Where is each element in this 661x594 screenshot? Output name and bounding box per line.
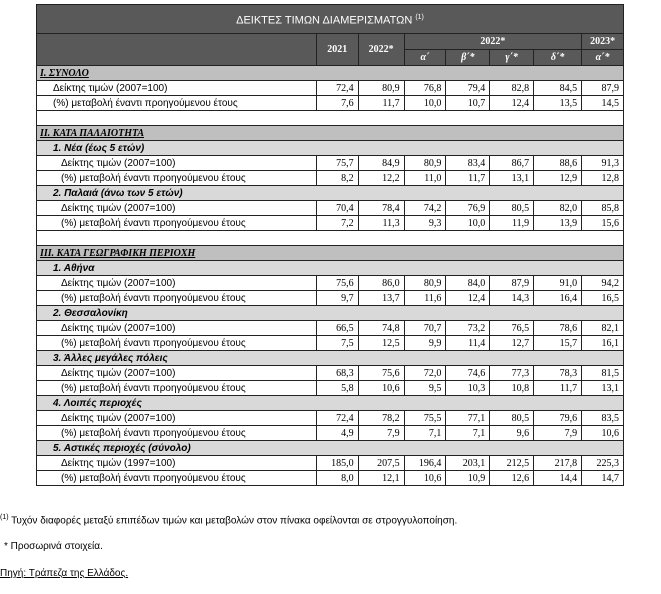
table-row bbox=[37, 96, 624, 111]
table-cell: 86,7 bbox=[490, 156, 534, 171]
table-cell: 11,7 bbox=[358, 96, 404, 111]
row-label: Δείκτης τιμών (1997=100) bbox=[37, 456, 317, 471]
table-cell: 78,3 bbox=[534, 366, 582, 381]
table-cell: 84,9 bbox=[358, 156, 404, 171]
table-cell: 94,2 bbox=[582, 276, 624, 291]
table-cell: 74,8 bbox=[358, 321, 404, 336]
subgroup-row-other-areas bbox=[37, 396, 624, 411]
table-cell: 10,9 bbox=[446, 471, 490, 486]
table-row bbox=[37, 456, 624, 471]
table-cell: 83,4 bbox=[446, 156, 490, 171]
row-label: Δείκτης τιμών (2007=100) bbox=[37, 411, 317, 426]
section-age bbox=[37, 126, 624, 141]
table-row bbox=[37, 426, 624, 441]
table-cell: 84,5 bbox=[534, 81, 582, 96]
section-age-label: II. ΚΑΤΑ ΠΑΛΑΙΟΤΗΤΑ bbox=[40, 127, 145, 139]
table-cell: 78,4 bbox=[358, 201, 404, 216]
table-cell: 7,9 bbox=[534, 426, 582, 441]
table-row bbox=[37, 276, 624, 291]
price-index-table bbox=[36, 4, 624, 486]
table-cell: 85,8 bbox=[582, 201, 624, 216]
table-row bbox=[37, 291, 624, 306]
table-cell: 217,8 bbox=[534, 456, 582, 471]
subgroup-urban: 5. Αστικές περιοχές (σύνολο) bbox=[37, 441, 624, 456]
table-cell: 12,6 bbox=[490, 471, 534, 486]
table-cell: 75,6 bbox=[358, 366, 404, 381]
price-index-sheet bbox=[36, 4, 630, 486]
table-cell: 9,5 bbox=[404, 381, 446, 396]
title-footnote-mark: (1) bbox=[415, 13, 424, 21]
table-cell: 10,0 bbox=[446, 216, 490, 231]
spacer-row bbox=[37, 231, 624, 246]
row-label: (%) μεταβολή έναντι προηγούμενου έτους bbox=[37, 426, 317, 441]
table-cell: 8,2 bbox=[316, 171, 358, 186]
table-cell: 80,9 bbox=[404, 156, 446, 171]
header-q4: δ΄* bbox=[534, 50, 582, 66]
footnote-rounding-text: Τυχόν διαφορές μεταξύ επιπέδων τιμών και μεταβολών στον πίνακα οφείλονται σε στρογγυλοποίηση. bbox=[11, 515, 458, 527]
table-cell: 81,5 bbox=[582, 366, 624, 381]
subgroup-row-thessaloniki bbox=[37, 306, 624, 321]
row-label: (%) μεταβολή έναντι προηγούμενου έτους bbox=[37, 216, 317, 231]
table-cell: 207,5 bbox=[358, 456, 404, 471]
table-cell: 87,9 bbox=[582, 81, 624, 96]
table-cell: 10,8 bbox=[490, 381, 534, 396]
table-row bbox=[37, 81, 624, 96]
spacer-cell bbox=[37, 111, 624, 126]
table-cell: 11,3 bbox=[358, 216, 404, 231]
header-2023: 2023* bbox=[582, 34, 624, 50]
table-cell: 74,2 bbox=[404, 201, 446, 216]
table-cell: 15,7 bbox=[534, 336, 582, 351]
table-cell: 12,4 bbox=[490, 96, 534, 111]
table-cell: 11,0 bbox=[404, 171, 446, 186]
table-cell: 86,0 bbox=[358, 276, 404, 291]
table-cell: 75,6 bbox=[316, 276, 358, 291]
table-cell: 11,7 bbox=[534, 381, 582, 396]
table-cell: 13,7 bbox=[358, 291, 404, 306]
table-cell: 5,8 bbox=[316, 381, 358, 396]
table-row bbox=[37, 216, 624, 231]
table-cell: 9,3 bbox=[404, 216, 446, 231]
table-cell: 80,9 bbox=[358, 81, 404, 96]
table-cell: 10,6 bbox=[358, 381, 404, 396]
table-cell: 91,3 bbox=[582, 156, 624, 171]
table-cell: 12,5 bbox=[358, 336, 404, 351]
footnote-rounding bbox=[0, 514, 457, 526]
table-cell: 11,7 bbox=[446, 171, 490, 186]
header-2022-quarters: 2022* bbox=[404, 34, 582, 50]
table-cell: 12,2 bbox=[358, 171, 404, 186]
header-row-1 bbox=[37, 34, 624, 50]
table-cell: 80,9 bbox=[404, 276, 446, 291]
table-cell: 87,9 bbox=[490, 276, 534, 291]
header-q1-2023: α΄* bbox=[582, 50, 624, 66]
table-cell: 185,0 bbox=[316, 456, 358, 471]
footnote-provisional: * Προσωρινά στοιχεία. bbox=[4, 541, 103, 552]
header-blank bbox=[37, 34, 317, 66]
subgroup-row-new bbox=[37, 141, 624, 156]
table-cell: 73,2 bbox=[446, 321, 490, 336]
table-cell: 10,7 bbox=[446, 96, 490, 111]
subgroup-big-cities: 3. Άλλες μεγάλες πόλεις bbox=[37, 351, 624, 366]
table-title bbox=[37, 5, 624, 34]
row-label: (%) μεταβολή έναντι προηγούμενου έτους bbox=[37, 381, 317, 396]
table-cell: 78,2 bbox=[358, 411, 404, 426]
table-cell: 75,5 bbox=[404, 411, 446, 426]
table-row bbox=[37, 411, 624, 426]
table-cell: 72,4 bbox=[316, 81, 358, 96]
row-label: (%) μεταβολή έναντι προηγούμενου έτους bbox=[37, 96, 317, 111]
section-total-label: I. ΣΥΝΟΛΟ bbox=[40, 67, 89, 79]
table-cell: 16,5 bbox=[582, 291, 624, 306]
row-label: (%) μεταβολή έναντι προηγούμενου έτους bbox=[37, 336, 317, 351]
row-label: (%) μεταβολή έναντι προηγούμενου έτους bbox=[37, 291, 317, 306]
spacer-cell bbox=[37, 231, 624, 246]
header-2021: 2021 bbox=[316, 34, 358, 66]
table-cell: 70,7 bbox=[404, 321, 446, 336]
subgroup-athens: 1. Αθήνα bbox=[37, 261, 624, 276]
table-cell: 80,5 bbox=[490, 411, 534, 426]
table-cell: 11,4 bbox=[446, 336, 490, 351]
table-cell: 75,7 bbox=[316, 156, 358, 171]
row-label: Δείκτης τιμών (2007=100) bbox=[37, 321, 317, 336]
subgroup-old: 2. Παλαιά (άνω των 5 ετών) bbox=[37, 186, 624, 201]
table-cell: 14,5 bbox=[582, 96, 624, 111]
section-row-total bbox=[37, 66, 624, 81]
table-cell: 7,9 bbox=[358, 426, 404, 441]
table-cell: 83,5 bbox=[582, 411, 624, 426]
table-cell: 10,6 bbox=[404, 471, 446, 486]
table-cell: 7,2 bbox=[316, 216, 358, 231]
table-row bbox=[37, 201, 624, 216]
table-cell: 7,1 bbox=[446, 426, 490, 441]
row-label: Δείκτης τιμών (2007=100) bbox=[37, 156, 317, 171]
table-cell: 79,6 bbox=[534, 411, 582, 426]
section-region-label: III. ΚΑΤΑ ΓΕΩΓΡΑΦΙΚΗ ΠΕΡΙΟΧΗ bbox=[40, 247, 196, 259]
table-cell: 72,4 bbox=[316, 411, 358, 426]
footnote-mark: (1) bbox=[0, 514, 9, 521]
row-label: (%) μεταβολή έναντι προηγούμενου έτους bbox=[37, 471, 317, 486]
table-cell: 12,7 bbox=[490, 336, 534, 351]
section-row-region bbox=[37, 246, 624, 261]
table-cell: 8,0 bbox=[316, 471, 358, 486]
subgroup-thessaloniki: 2. Θεσσαλονίκη bbox=[37, 306, 624, 321]
table-cell: 80,5 bbox=[490, 201, 534, 216]
table-cell: 77,3 bbox=[490, 366, 534, 381]
header-q2: β΄* bbox=[446, 50, 490, 66]
table-row bbox=[37, 171, 624, 186]
subgroup-row-big-cities bbox=[37, 351, 624, 366]
table-cell: 9,6 bbox=[490, 426, 534, 441]
header-2022-annual: 2022* bbox=[358, 34, 404, 66]
table-cell: 76,5 bbox=[490, 321, 534, 336]
table-cell: 13,1 bbox=[582, 381, 624, 396]
row-label: Δείκτης τιμών (2007=100) bbox=[37, 81, 317, 96]
table-cell: 9,9 bbox=[404, 336, 446, 351]
title-row bbox=[37, 5, 624, 34]
table-cell: 14,4 bbox=[534, 471, 582, 486]
section-region bbox=[37, 246, 624, 261]
table-cell: 10,0 bbox=[404, 96, 446, 111]
table-row bbox=[37, 381, 624, 396]
subgroup-row-athens bbox=[37, 261, 624, 276]
table-cell: 12,4 bbox=[446, 291, 490, 306]
table-cell: 66,5 bbox=[316, 321, 358, 336]
table-cell: 84,0 bbox=[446, 276, 490, 291]
header-q3: γ΄* bbox=[490, 50, 534, 66]
table-row bbox=[37, 366, 624, 381]
table-cell: 7,6 bbox=[316, 96, 358, 111]
row-label: (%) μεταβολή έναντι προηγούμενου έτους bbox=[37, 171, 317, 186]
table-cell: 15,6 bbox=[582, 216, 624, 231]
table-row bbox=[37, 471, 624, 486]
table-cell: 76,8 bbox=[404, 81, 446, 96]
table-cell: 7,5 bbox=[316, 336, 358, 351]
table-cell: 4,9 bbox=[316, 426, 358, 441]
table-cell: 76,9 bbox=[446, 201, 490, 216]
table-cell: 7,1 bbox=[404, 426, 446, 441]
table-cell: 91,0 bbox=[534, 276, 582, 291]
table-cell: 10,6 bbox=[582, 426, 624, 441]
table-cell: 13,1 bbox=[490, 171, 534, 186]
table-cell: 82,0 bbox=[534, 201, 582, 216]
subgroup-new: 1. Νέα (έως 5 ετών) bbox=[37, 141, 624, 156]
subgroup-row-old bbox=[37, 186, 624, 201]
header-q1: α΄ bbox=[404, 50, 446, 66]
row-label: Δείκτης τιμών (2007=100) bbox=[37, 276, 317, 291]
table-cell: 74,6 bbox=[446, 366, 490, 381]
subgroup-row-urban bbox=[37, 441, 624, 456]
table-cell: 68,3 bbox=[316, 366, 358, 381]
table-cell: 10,3 bbox=[446, 381, 490, 396]
spacer-row bbox=[37, 111, 624, 126]
table-cell: 11,9 bbox=[490, 216, 534, 231]
table-cell: 78,6 bbox=[534, 321, 582, 336]
table-cell: 9,7 bbox=[316, 291, 358, 306]
table-cell: 16,4 bbox=[534, 291, 582, 306]
table-cell: 196,4 bbox=[404, 456, 446, 471]
table-cell: 14,3 bbox=[490, 291, 534, 306]
table-row bbox=[37, 336, 624, 351]
table-cell: 72,0 bbox=[404, 366, 446, 381]
table-cell: 13,9 bbox=[534, 216, 582, 231]
table-cell: 88,6 bbox=[534, 156, 582, 171]
table-cell: 212,5 bbox=[490, 456, 534, 471]
table-cell: 79,4 bbox=[446, 81, 490, 96]
table-cell: 12,1 bbox=[358, 471, 404, 486]
row-label: Δείκτης τιμών (2007=100) bbox=[37, 201, 317, 216]
table-cell: 203,1 bbox=[446, 456, 490, 471]
subgroup-other-areas: 4. Λοιπές περιοχές bbox=[37, 396, 624, 411]
table-cell: 225,3 bbox=[582, 456, 624, 471]
table-cell: 82,8 bbox=[490, 81, 534, 96]
table-cell: 12,9 bbox=[534, 171, 582, 186]
row-label: Δείκτης τιμών (2007=100) bbox=[37, 366, 317, 381]
table-cell: 12,8 bbox=[582, 171, 624, 186]
table-cell: 11,6 bbox=[404, 291, 446, 306]
table-row bbox=[37, 156, 624, 171]
table-cell: 13,5 bbox=[534, 96, 582, 111]
table-cell: 16,1 bbox=[582, 336, 624, 351]
section-row-age bbox=[37, 126, 624, 141]
section-total bbox=[37, 66, 624, 81]
title-text: ΔΕΙΚΤΕΣ ΤΙΜΩΝ ΔΙΑΜΕΡΙΣΜΑΤΩΝ bbox=[236, 14, 413, 27]
table-cell: 82,1 bbox=[582, 321, 624, 336]
source-note: Πηγή: Τράπεζα της Ελλάδος. bbox=[0, 568, 129, 579]
table-cell: 14,7 bbox=[582, 471, 624, 486]
table-row bbox=[37, 321, 624, 336]
table-cell: 77,1 bbox=[446, 411, 490, 426]
table-cell: 70,4 bbox=[316, 201, 358, 216]
